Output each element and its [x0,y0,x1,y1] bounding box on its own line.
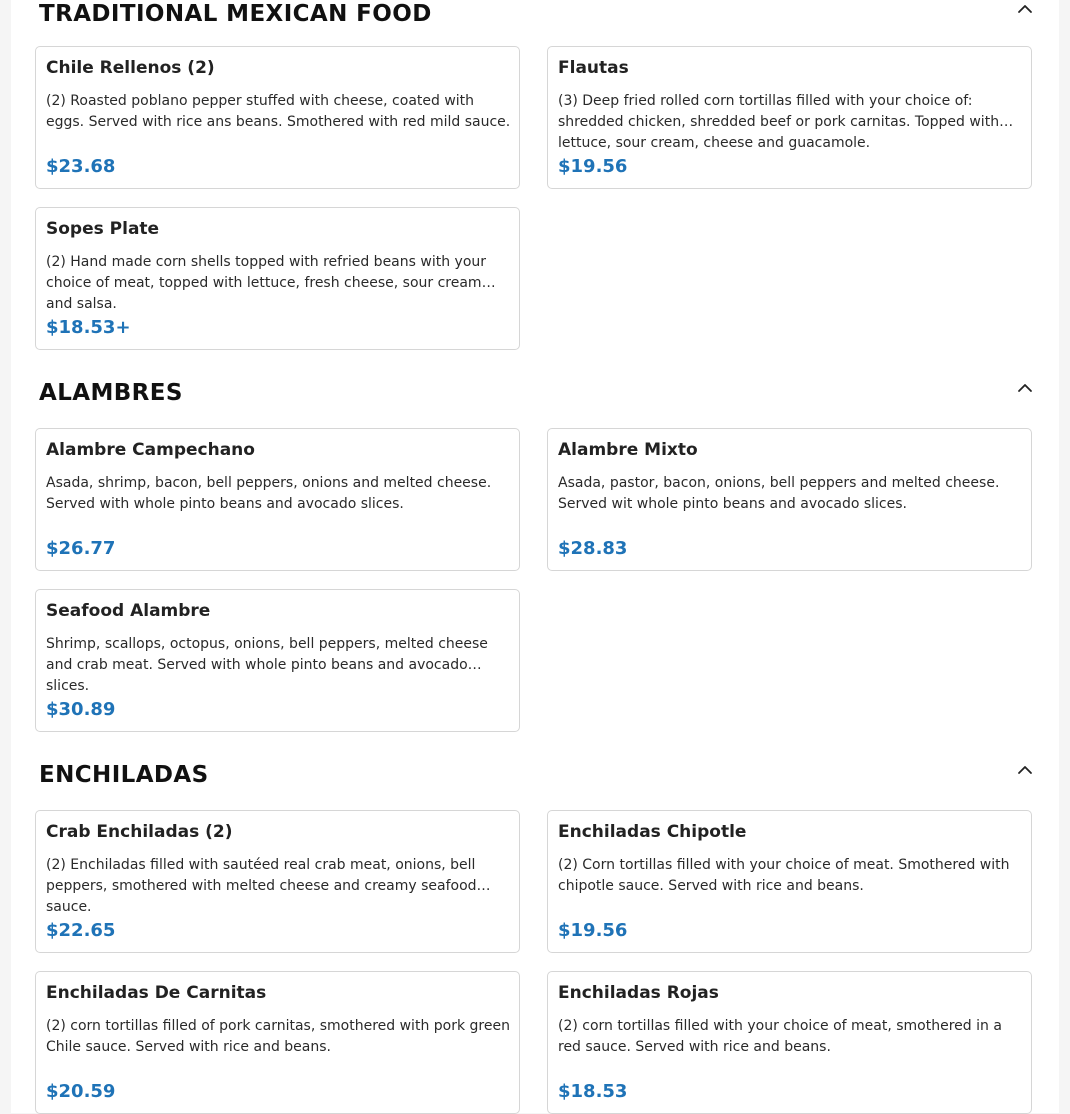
chevron-up-icon[interactable] [1015,379,1035,399]
menu-item-name: Enchiladas Rojas [558,983,719,1003]
menu-item-card[interactable] [35,428,520,571]
menu-item-card[interactable] [35,810,520,953]
menu-item-price: $30.89 [46,699,116,720]
menu-item-price: $26.77 [46,538,116,559]
menu-item-name: Sopes Plate [46,219,160,239]
section-title: TRADITIONAL MEXICAN FOOD [39,1,432,27]
section-title: ALAMBRES [39,380,183,406]
menu-item-card[interactable] [547,428,1032,571]
menu-item-name: Chile Rellenos (2) [46,58,215,78]
menu-item-card[interactable] [547,810,1032,953]
menu-item-name: Alambre Mixto [558,440,698,460]
menu-item-price: $28.83 [558,538,628,559]
section-title: ENCHILADAS [39,762,209,788]
menu-item-name: Crab Enchiladas (2) [46,822,233,842]
menu-item-card[interactable] [35,971,520,1114]
menu-item-price: $19.56 [558,156,628,177]
chevron-up-icon[interactable] [1015,0,1035,20]
menu-item-description: Shrimp, scallops, octopus, onions, bell peppers, melted cheese and crab meat. Served with whole pinto beans and avocado slices. [46,636,488,694]
menu-item-price: $19.56 [558,920,628,941]
menu-item-price: $20.59 [46,1081,116,1102]
menu-page [11,0,1059,1113]
menu-item-price: $23.68 [46,156,116,177]
menu-item-description: (2) Hand made corn shells topped with refried beans with your choice of meat, topped with lettuce, fresh cheese, sour cream and salsa. [46,254,487,312]
menu-item-card[interactable] [547,46,1032,189]
section-header-traditional-mexican-food[interactable] [39,0,1035,40]
menu-item-description: (2) Enchiladas filled with sautéed real crab meat, onions, bell peppers, smothered with melted cheese and creamy seafood sauce. [46,857,477,915]
menu-item-card[interactable] [547,971,1032,1114]
menu-item-card[interactable] [35,46,520,189]
menu-item-description: (2) corn tortillas filled of pork carnitas, smothered with pork green Chile sauce. Served with rice and beans. [46,1018,510,1055]
menu-item-description: Asada, pastor, bacon, onions, bell peppers and melted cheese. Served wit whole pinto beans and avocado slices. [558,475,1000,512]
menu-item-name: Enchiladas Chipotle [558,822,747,842]
menu-item-description: (2) Roasted poblano pepper stuffed with cheese, coated with eggs. Served with rice ans beans. Smothered with red mild sauce. [46,93,511,130]
menu-item-description: (3) Deep fried rolled corn tortillas filled with your choice of: shredded chicken, shredded beef or pork carnitas. Topped with lettuce, sour cream, cheese and guacamole. [558,93,1000,151]
menu-item-name: Alambre Campechano [46,440,255,460]
menu-item-price: $22.65 [46,920,116,941]
section-header-enchiladas[interactable] [39,761,1035,801]
menu-item-description: (2) corn tortillas filled with your choice of meat, smothered in a red sauce. Served with rice and beans. [558,1018,1002,1055]
menu-item-price: $18.53+ [46,317,131,338]
menu-item-description: (2) Corn tortillas filled with your choice of meat. Smothered with chipotle sauce. Served with rice and beans. [558,857,1010,894]
menu-item-name: Flautas [558,58,629,78]
menu-item-name: Enchiladas De Carnitas [46,983,267,1003]
menu-item-card[interactable] [35,589,520,732]
menu-item-card[interactable] [35,207,520,350]
menu-item-price: $18.53 [558,1081,628,1102]
section-header-alambres[interactable] [39,379,1035,419]
menu-item-description: Asada, shrimp, bacon, bell peppers, onions and melted cheese. Served with whole pinto beans and avocado slices. [46,475,492,512]
chevron-up-icon[interactable] [1015,761,1035,781]
menu-item-name: Seafood Alambre [46,601,211,621]
